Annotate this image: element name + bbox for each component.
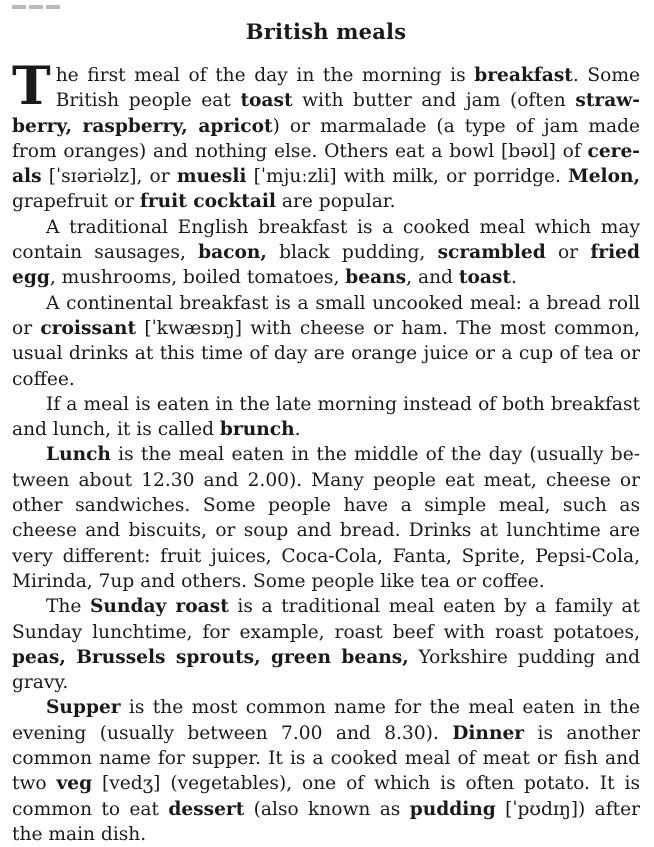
page-title: British meals xyxy=(245,19,407,44)
bold-term: brunch xyxy=(219,419,295,441)
text-run: or xyxy=(545,242,591,264)
bold-term: peas, Brussels sprouts, green beans, xyxy=(12,646,409,668)
bold-term: dessert xyxy=(168,798,245,820)
text-run: is another common name for supper. It is a cooked meal of meat or fish and two xyxy=(12,722,641,795)
bold-term: veg xyxy=(56,773,93,795)
text-run: , and xyxy=(406,267,459,289)
text-run: [ˈkwæsɒŋ] with cheese or ham. The most common, usual drinks at this time of day are orange juice or a cup of tea or coffee. xyxy=(12,317,640,390)
bold-term: breakfast xyxy=(474,65,573,86)
text-run: is the most common name for the meal eaten in the evening (usually between 7.00 and 8.30). xyxy=(12,697,640,744)
text-run: , mushrooms, boiled tomatoes, xyxy=(49,267,346,289)
text-run: ) or marmalade (a type of jam made from oranges) and nothing else. Others eat a bowl [bəʊl] of xyxy=(12,115,641,162)
paragraph xyxy=(12,291,640,392)
paragraph xyxy=(12,442,640,594)
bold-term: beans xyxy=(345,267,407,289)
cropped-header-fragment xyxy=(12,0,68,2)
bold-term: muesli xyxy=(176,166,247,188)
text-run: . xyxy=(294,419,301,441)
text-run: he first meal of the day in the morning is xyxy=(55,65,475,86)
bold-term: fruit cocktail xyxy=(139,191,276,213)
text-run: Yorkshire pudding and gravy. xyxy=(12,646,640,694)
text-run: black pudding, xyxy=(266,242,438,264)
bold-term: scrambled xyxy=(437,242,546,264)
paragraph xyxy=(12,594,640,695)
bold-term: strawberry, raspberry, apricot xyxy=(12,90,640,137)
bold-term: toast xyxy=(458,267,511,289)
text-run: [ˈmjuːzli] with milk, or porridge. xyxy=(246,166,569,188)
text-run: [ˈpʊdɪŋ]) after the main dish. xyxy=(12,798,640,845)
bold-term: pudding xyxy=(409,798,496,820)
text-run: [vedʒ] (vegetables), one of which is often potato. It is common to eat xyxy=(12,773,640,820)
text-run: [ˈsɪəriəlz], or xyxy=(41,166,177,188)
bold-term: Melon, xyxy=(568,166,640,188)
bold-term: cereals xyxy=(12,140,640,188)
text-run: A continental breakfast is a small uncooked meal: a bread roll or xyxy=(12,292,640,339)
text-run: is the meal eaten in the middle of the day (usually between about 12.30 and 2.00). Many people eat meat, cheese or other sandwiches. Some people have a simple meal, such as cheese and biscuits, or soup and bread. Drinks at lunchtime are very different: fruit juices, Coca-Cola, Fanta, Sprite, Pepsi-Cola, Mirinda, 7up and others. Some people like tea or coffee. xyxy=(12,444,640,592)
text-run: is a traditional meal eaten by a family at Sunday lunchtime, for example, roast beef with roast potatoes, xyxy=(12,596,640,643)
bold-term: Supper xyxy=(46,697,121,719)
paragraph xyxy=(12,215,640,291)
text-run: grapefruit or xyxy=(12,191,140,213)
bold-term: bacon, xyxy=(198,242,267,264)
text-run: The xyxy=(46,596,90,618)
text-run: (also known as xyxy=(244,798,410,820)
paragraph xyxy=(12,695,640,847)
bold-term: Dinner xyxy=(452,722,525,744)
paragraph xyxy=(12,56,641,215)
bold-term: toast xyxy=(240,90,293,112)
text-run: are popular. xyxy=(276,191,396,213)
article-body xyxy=(12,56,641,847)
bold-term: croissant xyxy=(40,317,137,339)
text-run: . Some British people eat xyxy=(55,65,641,112)
text-run: A traditional English breakfast is a cooked meal which may contain sausages, xyxy=(12,216,640,264)
bold-term: Sunday roast xyxy=(90,596,229,618)
text-run: . xyxy=(510,267,517,289)
text-run: If a meal is eaten in the late morning instead of both breakfast and lunch, it is called xyxy=(12,393,640,441)
paragraph xyxy=(12,392,640,443)
bold-term: Lunch xyxy=(46,444,111,466)
bold-term: fried egg xyxy=(12,242,641,289)
drop-cap: T xyxy=(12,56,51,117)
text-run: with butter and jam (often xyxy=(292,90,576,112)
